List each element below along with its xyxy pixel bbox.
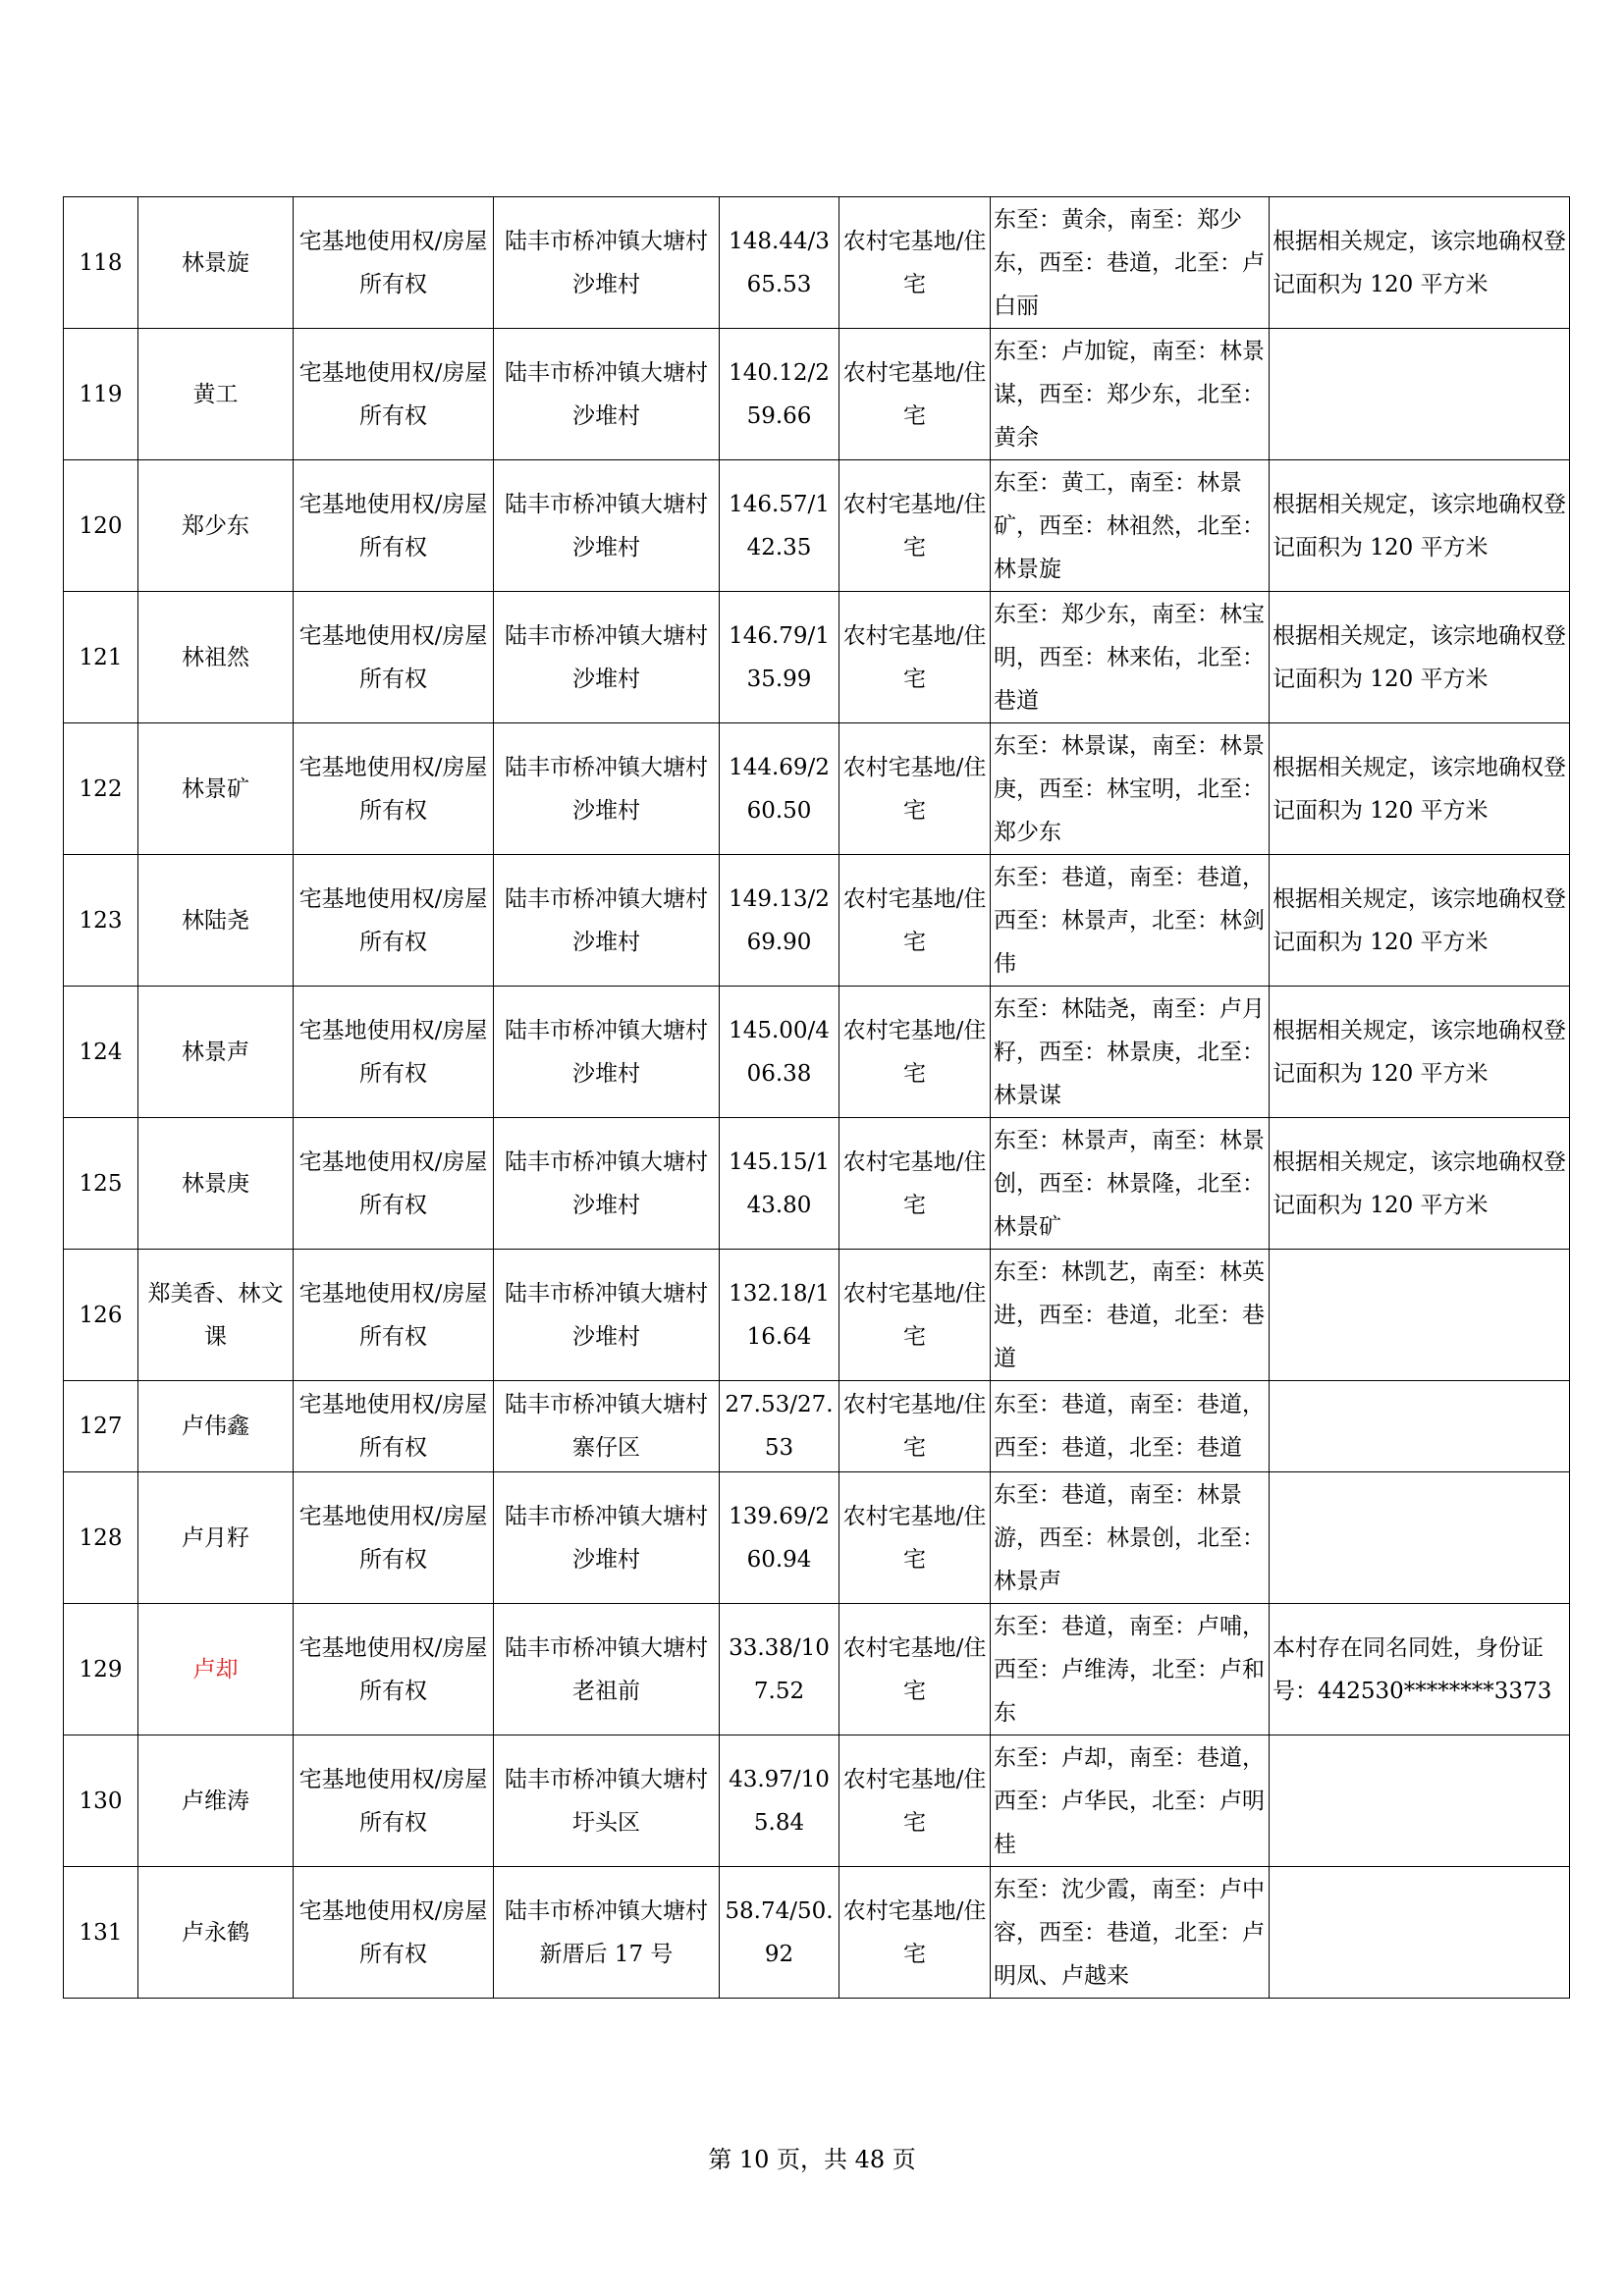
land-use: 农村宅基地/住宅 xyxy=(839,1604,991,1735)
boundaries: 东至：巷道，南至：巷道，西至：林景声，北至：林剑伟 xyxy=(991,855,1270,987)
row-number: 122 xyxy=(64,723,138,855)
remarks xyxy=(1270,1472,1570,1604)
land-use: 农村宅基地/住宅 xyxy=(839,1118,991,1250)
location: 陆丰市桥冲镇大塘村沙堆村 xyxy=(494,329,720,460)
row-number: 120 xyxy=(64,460,138,592)
row-number: 123 xyxy=(64,855,138,987)
owner-name: 卢伟鑫 xyxy=(138,1381,294,1472)
land-use: 农村宅基地/住宅 xyxy=(839,460,991,592)
table-row xyxy=(64,723,1570,855)
area: 144.69/260.50 xyxy=(720,723,839,855)
area: 33.38/107.52 xyxy=(720,1604,839,1735)
area: 145.15/143.80 xyxy=(720,1118,839,1250)
table-row xyxy=(64,855,1570,987)
boundaries: 东至：卢却，南至：巷道，西至：卢华民，北至：卢明桂 xyxy=(991,1735,1270,1867)
land-use: 农村宅基地/住宅 xyxy=(839,1250,991,1381)
right-type: 宅基地使用权/房屋所有权 xyxy=(294,987,494,1118)
owner-name: 林景矿 xyxy=(138,723,294,855)
location: 陆丰市桥冲镇大塘村沙堆村 xyxy=(494,197,720,329)
table-row xyxy=(64,1118,1570,1250)
boundaries: 东至：沈少霞，南至：卢中容，西至：巷道，北至：卢明凤、卢越来 xyxy=(991,1867,1270,1999)
remarks: 根据相关规定，该宗地确权登记面积为 120 平方米 xyxy=(1270,592,1570,723)
location: 陆丰市桥冲镇大塘村新厝后 17 号 xyxy=(494,1867,720,1999)
row-number: 125 xyxy=(64,1118,138,1250)
row-number: 127 xyxy=(64,1381,138,1472)
table-row xyxy=(64,460,1570,592)
row-number: 131 xyxy=(64,1867,138,1999)
land-use: 农村宅基地/住宅 xyxy=(839,1867,991,1999)
land-use: 农村宅基地/住宅 xyxy=(839,1735,991,1867)
right-type: 宅基地使用权/房屋所有权 xyxy=(294,329,494,460)
page-number-footer: 第 10 页，共 48 页 xyxy=(708,2146,916,2173)
right-type: 宅基地使用权/房屋所有权 xyxy=(294,460,494,592)
table-row xyxy=(64,1735,1570,1867)
remarks: 根据相关规定，该宗地确权登记面积为 120 平方米 xyxy=(1270,197,1570,329)
location: 陆丰市桥冲镇大塘村沙堆村 xyxy=(494,1472,720,1604)
owner-name: 卢月籽 xyxy=(138,1472,294,1604)
area: 58.74/50.92 xyxy=(720,1867,839,1999)
remarks: 本村存在同名同姓，身份证号：442530********3373 xyxy=(1270,1604,1570,1735)
right-type: 宅基地使用权/房屋所有权 xyxy=(294,1867,494,1999)
table-row xyxy=(64,197,1570,329)
row-number: 124 xyxy=(64,987,138,1118)
location: 陆丰市桥冲镇大塘村沙堆村 xyxy=(494,723,720,855)
row-number: 119 xyxy=(64,329,138,460)
location: 陆丰市桥冲镇大塘村沙堆村 xyxy=(494,460,720,592)
owner-name: 林景庚 xyxy=(138,1118,294,1250)
row-number: 130 xyxy=(64,1735,138,1867)
land-use: 农村宅基地/住宅 xyxy=(839,1472,991,1604)
land-use: 农村宅基地/住宅 xyxy=(839,855,991,987)
table-row xyxy=(64,1250,1570,1381)
owner-name: 黄工 xyxy=(138,329,294,460)
boundaries: 东至：卢加锭，南至：林景谋，西至：郑少东，北至：黄余 xyxy=(991,329,1270,460)
area: 146.57/142.35 xyxy=(720,460,839,592)
land-use: 农村宅基地/住宅 xyxy=(839,1381,991,1472)
row-number: 126 xyxy=(64,1250,138,1381)
land-use: 农村宅基地/住宅 xyxy=(839,723,991,855)
area: 27.53/27.53 xyxy=(720,1381,839,1472)
boundaries: 东至：林景谋，南至：林景庚，西至：林宝明，北至：郑少东 xyxy=(991,723,1270,855)
land-use: 农村宅基地/住宅 xyxy=(839,329,991,460)
boundaries: 东至：巷道，南至：卢哺，西至：卢维涛，北至：卢和东 xyxy=(991,1604,1270,1735)
table-row xyxy=(64,1867,1570,1999)
area: 43.97/105.84 xyxy=(720,1735,839,1867)
boundaries: 东至：黄工，南至：林景矿，西至：林祖然，北至：林景旋 xyxy=(991,460,1270,592)
right-type: 宅基地使用权/房屋所有权 xyxy=(294,1735,494,1867)
land-use: 农村宅基地/住宅 xyxy=(839,987,991,1118)
row-number: 128 xyxy=(64,1472,138,1604)
table-row xyxy=(64,592,1570,723)
location: 陆丰市桥冲镇大塘村沙堆村 xyxy=(494,1118,720,1250)
owner-name: 郑美香、林文课 xyxy=(138,1250,294,1381)
right-type: 宅基地使用权/房屋所有权 xyxy=(294,723,494,855)
owner-name: 林景旋 xyxy=(138,197,294,329)
boundaries: 东至：林凯艺，南至：林英进，西至：巷道，北至：巷道 xyxy=(991,1250,1270,1381)
table-row xyxy=(64,987,1570,1118)
right-type: 宅基地使用权/房屋所有权 xyxy=(294,1381,494,1472)
location: 陆丰市桥冲镇大塘村老祖前 xyxy=(494,1604,720,1735)
right-type: 宅基地使用权/房屋所有权 xyxy=(294,1250,494,1381)
table-row xyxy=(64,1472,1570,1604)
remarks xyxy=(1270,1381,1570,1472)
owner-name: 林祖然 xyxy=(138,592,294,723)
area: 148.44/365.53 xyxy=(720,197,839,329)
area: 149.13/269.90 xyxy=(720,855,839,987)
area: 145.00/406.38 xyxy=(720,987,839,1118)
owner-name: 卢永鹤 xyxy=(138,1867,294,1999)
remarks: 根据相关规定，该宗地确权登记面积为 120 平方米 xyxy=(1270,723,1570,855)
row-number: 129 xyxy=(64,1604,138,1735)
row-number: 118 xyxy=(64,197,138,329)
boundaries: 东至：林陆尧，南至：卢月籽，西至：林景庚，北至：林景谋 xyxy=(991,987,1270,1118)
remarks: 根据相关规定，该宗地确权登记面积为 120 平方米 xyxy=(1270,1118,1570,1250)
owner-name: 林景声 xyxy=(138,987,294,1118)
right-type: 宅基地使用权/房屋所有权 xyxy=(294,855,494,987)
area: 132.18/116.64 xyxy=(720,1250,839,1381)
row-number: 121 xyxy=(64,592,138,723)
boundaries: 东至：林景声，南至：林景创，西至：林景隆，北至：林景矿 xyxy=(991,1118,1270,1250)
table-row xyxy=(64,329,1570,460)
remarks: 根据相关规定，该宗地确权登记面积为 120 平方米 xyxy=(1270,987,1570,1118)
right-type: 宅基地使用权/房屋所有权 xyxy=(294,1472,494,1604)
location: 陆丰市桥冲镇大塘村沙堆村 xyxy=(494,592,720,723)
owner-name: 郑少东 xyxy=(138,460,294,592)
remarks: 根据相关规定，该宗地确权登记面积为 120 平方米 xyxy=(1270,460,1570,592)
remarks xyxy=(1270,1735,1570,1867)
location: 陆丰市桥冲镇大塘村沙堆村 xyxy=(494,855,720,987)
right-type: 宅基地使用权/房屋所有权 xyxy=(294,1604,494,1735)
remarks: 根据相关规定，该宗地确权登记面积为 120 平方米 xyxy=(1270,855,1570,987)
location: 陆丰市桥冲镇大塘村沙堆村 xyxy=(494,1250,720,1381)
remarks xyxy=(1270,1867,1570,1999)
records-table xyxy=(63,196,1570,1999)
land-use: 农村宅基地/住宅 xyxy=(839,592,991,723)
boundaries: 东至：巷道，南至：巷道，西至：巷道，北至：巷道 xyxy=(991,1381,1270,1472)
owner-name: 林陆尧 xyxy=(138,855,294,987)
right-type: 宅基地使用权/房屋所有权 xyxy=(294,592,494,723)
table-row xyxy=(64,1604,1570,1735)
area: 140.12/259.66 xyxy=(720,329,839,460)
area: 146.79/135.99 xyxy=(720,592,839,723)
owner-name: 卢维涛 xyxy=(138,1735,294,1867)
right-type: 宅基地使用权/房屋所有权 xyxy=(294,197,494,329)
boundaries: 东至：郑少东，南至：林宝明，西至：林来佑，北至：巷道 xyxy=(991,592,1270,723)
boundaries: 东至：黄余，南至：郑少东，西至：巷道，北至：卢白丽 xyxy=(991,197,1270,329)
right-type: 宅基地使用权/房屋所有权 xyxy=(294,1118,494,1250)
remarks xyxy=(1270,1250,1570,1381)
location: 陆丰市桥冲镇大塘村沙堆村 xyxy=(494,987,720,1118)
location: 陆丰市桥冲镇大塘村圩头区 xyxy=(494,1735,720,1867)
land-use: 农村宅基地/住宅 xyxy=(839,197,991,329)
area: 139.69/260.94 xyxy=(720,1472,839,1604)
remarks xyxy=(1270,329,1570,460)
owner-name-highlighted: 卢却 xyxy=(138,1604,294,1735)
table-row xyxy=(64,1381,1570,1472)
location: 陆丰市桥冲镇大塘村寨仔区 xyxy=(494,1381,720,1472)
boundaries: 东至：巷道，南至：林景游，西至：林景创，北至：林景声 xyxy=(991,1472,1270,1604)
